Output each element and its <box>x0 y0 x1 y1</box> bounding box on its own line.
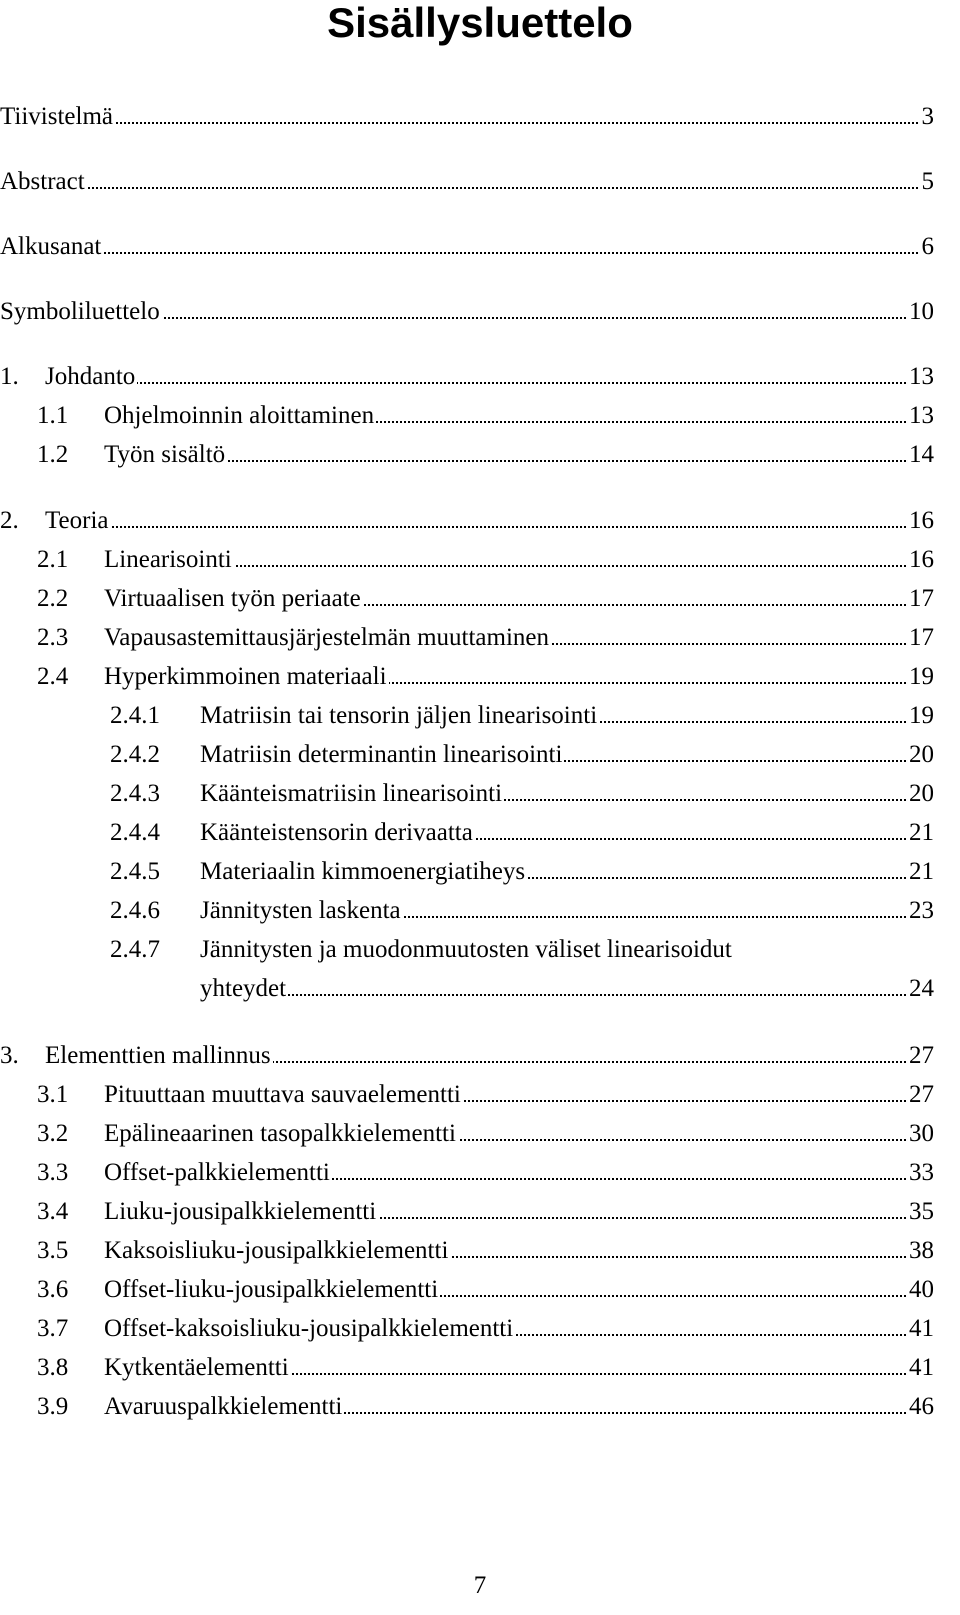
toc-leader <box>200 933 934 967</box>
toc-leader <box>0 230 934 264</box>
toc-entry-label[interactable]: Symboliluettelo <box>0 295 162 329</box>
toc-leader-row <box>0 1312 960 1346</box>
toc-leader <box>104 399 934 433</box>
toc-entry-number: 3.4 <box>37 1198 69 1225</box>
toc-leader <box>104 660 934 694</box>
toc-entry-page: 14 <box>907 438 934 472</box>
toc-leader-row <box>0 1351 960 1385</box>
toc-entry-label[interactable]: Teoria <box>45 504 111 538</box>
page-title: Sisällysluettelo <box>327 0 633 46</box>
toc-entry-number: 1.1 <box>37 402 69 429</box>
toc-leader-row <box>0 543 960 577</box>
toc-leader-row <box>0 438 960 472</box>
toc-leader-row <box>0 894 960 928</box>
toc-entry-number: 2.4.5 <box>110 858 160 885</box>
toc-entry-label[interactable]: Matriisin tai tensorin jäljen linearisointi <box>200 699 599 733</box>
toc-entry-label[interactable]: Pituuttaan muuttava sauvaelementti <box>104 1078 463 1112</box>
toc-entry-label[interactable]: Abstract <box>0 165 87 199</box>
toc-leader-row <box>0 1195 960 1229</box>
toc-leader <box>104 1273 934 1307</box>
dot-leader <box>200 994 934 996</box>
toc-entry-label[interactable]: Käänteismatriisin linearisointi <box>200 777 504 811</box>
toc-leader <box>200 894 934 928</box>
toc-leader-row <box>0 100 960 134</box>
toc-entry-page: 46 <box>907 1390 934 1424</box>
toc-leader <box>200 777 934 811</box>
toc-leader-row <box>0 777 960 811</box>
toc-leader-row <box>0 855 960 889</box>
toc-entry-number: 3.8 <box>37 1354 69 1381</box>
dot-leader <box>0 252 934 254</box>
toc-leader-row <box>0 972 960 1006</box>
toc-leader <box>104 1195 934 1229</box>
toc-leader <box>104 1117 934 1151</box>
toc-entry-page: 6 <box>920 230 935 264</box>
toc-entry-number: 2.1 <box>37 546 69 573</box>
toc-leader-row <box>0 1078 960 1112</box>
toc-entry-page: 23 <box>907 894 934 928</box>
toc-leader <box>104 1234 934 1268</box>
toc-entry-number: 2.4.1 <box>110 702 160 729</box>
toc-leader <box>104 1390 934 1424</box>
toc-leader-row <box>0 1390 960 1424</box>
toc-entry-number: 2.4.7 <box>110 936 160 963</box>
toc-leader <box>104 621 934 655</box>
toc-entry-page: 10 <box>907 295 934 329</box>
toc-leader <box>200 699 934 733</box>
toc-entry-label[interactable]: Liuku-jousipalkkielementti <box>104 1195 378 1229</box>
toc-entry-number: 3.9 <box>37 1393 69 1420</box>
toc-leader <box>45 360 934 394</box>
toc-leader <box>0 295 934 329</box>
toc-leader-row <box>0 165 960 199</box>
toc-leader-row <box>0 504 960 538</box>
toc-entry-page: 19 <box>907 699 934 733</box>
toc-entry-label[interactable]: Työn sisältö <box>104 438 227 472</box>
toc-entry-page: 30 <box>907 1117 934 1151</box>
toc-entry-page: 16 <box>907 543 934 577</box>
toc-leader-row <box>0 1234 960 1268</box>
toc-entry-page: 38 <box>907 1234 934 1268</box>
toc-entry-label[interactable]: Elementtien mallinnus <box>45 1039 273 1073</box>
toc-leader <box>104 582 934 616</box>
toc-entry-number: 1. <box>0 363 19 390</box>
toc-entry-page: 3 <box>920 100 935 134</box>
toc-entry-page: 41 <box>907 1312 934 1346</box>
toc-entry-page: 5 <box>920 165 935 199</box>
toc-entry-page: 19 <box>907 660 934 694</box>
toc-entry-page: 21 <box>907 816 934 850</box>
toc-leader <box>45 504 934 538</box>
toc-entry-page: 21 <box>907 855 934 889</box>
toc-leader <box>104 1078 934 1112</box>
toc-entry-label[interactable]: Hyperkimmoinen materiaali <box>104 660 389 694</box>
toc-entry-label[interactable]: Jännitysten laskenta <box>200 894 403 928</box>
toc-entry-label[interactable]: Matriisin determinantin linearisointi <box>200 738 564 772</box>
toc-leader <box>104 1351 934 1385</box>
toc-entry-label[interactable]: Epälineaarinen tasopalkkielementti <box>104 1117 458 1151</box>
toc-entry-number: 2. <box>0 507 19 534</box>
toc-entry-label[interactable]: Offset-palkkielementti <box>104 1156 332 1190</box>
toc-leader-row <box>0 699 960 733</box>
toc-entry-number: 2.4.6 <box>110 897 160 924</box>
toc-leader-row <box>0 295 960 329</box>
toc-entry-label[interactable]: Kaksoisliuku-jousipalkkielementti <box>104 1234 450 1268</box>
toc-entry-number: 2.4.4 <box>110 819 160 846</box>
dot-leader <box>0 122 934 124</box>
dot-leader <box>104 460 934 462</box>
toc-leader-row <box>0 1117 960 1151</box>
toc-leader <box>104 438 934 472</box>
toc-entry-label[interactable]: Materiaalin kimmoenergiatiheys <box>200 855 527 889</box>
toc-entry-label[interactable]: Avaruuspalkkielementti <box>104 1390 344 1424</box>
toc-entry-page: 40 <box>907 1273 934 1307</box>
toc-entry-page: 27 <box>907 1039 934 1073</box>
toc-entry-number: 3.7 <box>37 1315 69 1342</box>
toc-entry-label[interactable]: Jännitysten ja muodonmuutosten väliset linearisoidut <box>200 933 734 967</box>
toc-entry-page: 33 <box>907 1156 934 1190</box>
toc-entry-label[interactable]: Linearisointi <box>104 543 234 577</box>
toc-entry-page: 24 <box>907 972 934 1006</box>
toc-leader-row <box>0 582 960 616</box>
toc-entry-label[interactable]: Ohjelmoinnin aloittaminen <box>104 399 376 433</box>
toc-entry-label[interactable]: Käänteistensorin derivaatta <box>200 816 475 850</box>
toc-leader-row <box>0 399 960 433</box>
toc-leader <box>104 1312 934 1346</box>
dot-leader <box>45 526 934 528</box>
dot-leader <box>0 187 934 189</box>
toc-entry-label[interactable]: Alkusanat <box>0 230 103 264</box>
toc-entry-number: 3.3 <box>37 1159 69 1186</box>
toc-leader-row <box>0 621 960 655</box>
toc-leader <box>200 855 934 889</box>
toc-entry-label[interactable]: Vapausastemittausjärjestelmän muuttaminen <box>104 621 551 655</box>
toc-entry-number: 2.4 <box>37 663 69 690</box>
toc-leader-row <box>0 738 960 772</box>
toc-entry-number: 3.1 <box>37 1081 69 1108</box>
toc-entry-page: 35 <box>907 1195 934 1229</box>
toc-leader-row <box>0 1156 960 1190</box>
toc-entry-label[interactable]: Tiivistelmä <box>0 100 115 134</box>
toc-leader <box>200 816 934 850</box>
toc-leader <box>104 1156 934 1190</box>
toc-entry-page: 16 <box>907 504 934 538</box>
toc-entry-page: 41 <box>907 1351 934 1385</box>
toc-entry-number: 2.4.3 <box>110 780 160 807</box>
toc-entry-page: 17 <box>907 621 934 655</box>
toc-entry-number: 2.2 <box>37 585 69 612</box>
toc-leader <box>0 165 934 199</box>
toc-entry-page: 27 <box>907 1078 934 1112</box>
toc-entry-label[interactable]: Offset-liuku-jousipalkkielementti <box>104 1273 440 1307</box>
toc-leader-row <box>0 816 960 850</box>
toc-leader-row <box>0 933 960 967</box>
toc-entry-page: 17 <box>907 582 934 616</box>
toc-entry-number: 1.2 <box>37 441 69 468</box>
dot-leader <box>45 382 934 384</box>
toc-entry-number: 2.3 <box>37 624 69 651</box>
toc-entry-label[interactable]: yhteydet <box>200 972 288 1006</box>
toc-entry-number: 3. <box>0 1042 19 1069</box>
toc-entry-number: 2.4.2 <box>110 741 160 768</box>
toc-leader <box>200 738 934 772</box>
toc-leader-row <box>0 230 960 264</box>
toc-leader <box>0 100 934 134</box>
toc-entry-number: 3.5 <box>37 1237 69 1264</box>
toc-entry-label[interactable]: Virtuaalisen työn periaate <box>104 582 363 616</box>
toc-entry-page: 20 <box>907 777 934 811</box>
toc-entry-page: 13 <box>907 360 934 394</box>
toc-leader <box>104 543 934 577</box>
toc-entry-page: 13 <box>907 399 934 433</box>
toc-leader <box>200 972 934 1006</box>
toc-entry-label[interactable]: Johdanto <box>45 360 137 394</box>
toc-leader-row <box>0 360 960 394</box>
page-number: 7 <box>473 1572 487 1599</box>
toc-leader-row <box>0 660 960 694</box>
toc-leader-row <box>0 1039 960 1073</box>
toc-entry-label[interactable]: Offset-kaksoisliuku-jousipalkkielementti <box>104 1312 515 1346</box>
toc-entry-page: 20 <box>907 738 934 772</box>
toc-entry-number: 3.6 <box>37 1276 69 1303</box>
toc-entry-label[interactable]: Kytkentäelementti <box>104 1351 291 1385</box>
toc-leader <box>45 1039 934 1073</box>
toc-entry-number: 3.2 <box>37 1120 69 1147</box>
toc-leader-row <box>0 1273 960 1307</box>
